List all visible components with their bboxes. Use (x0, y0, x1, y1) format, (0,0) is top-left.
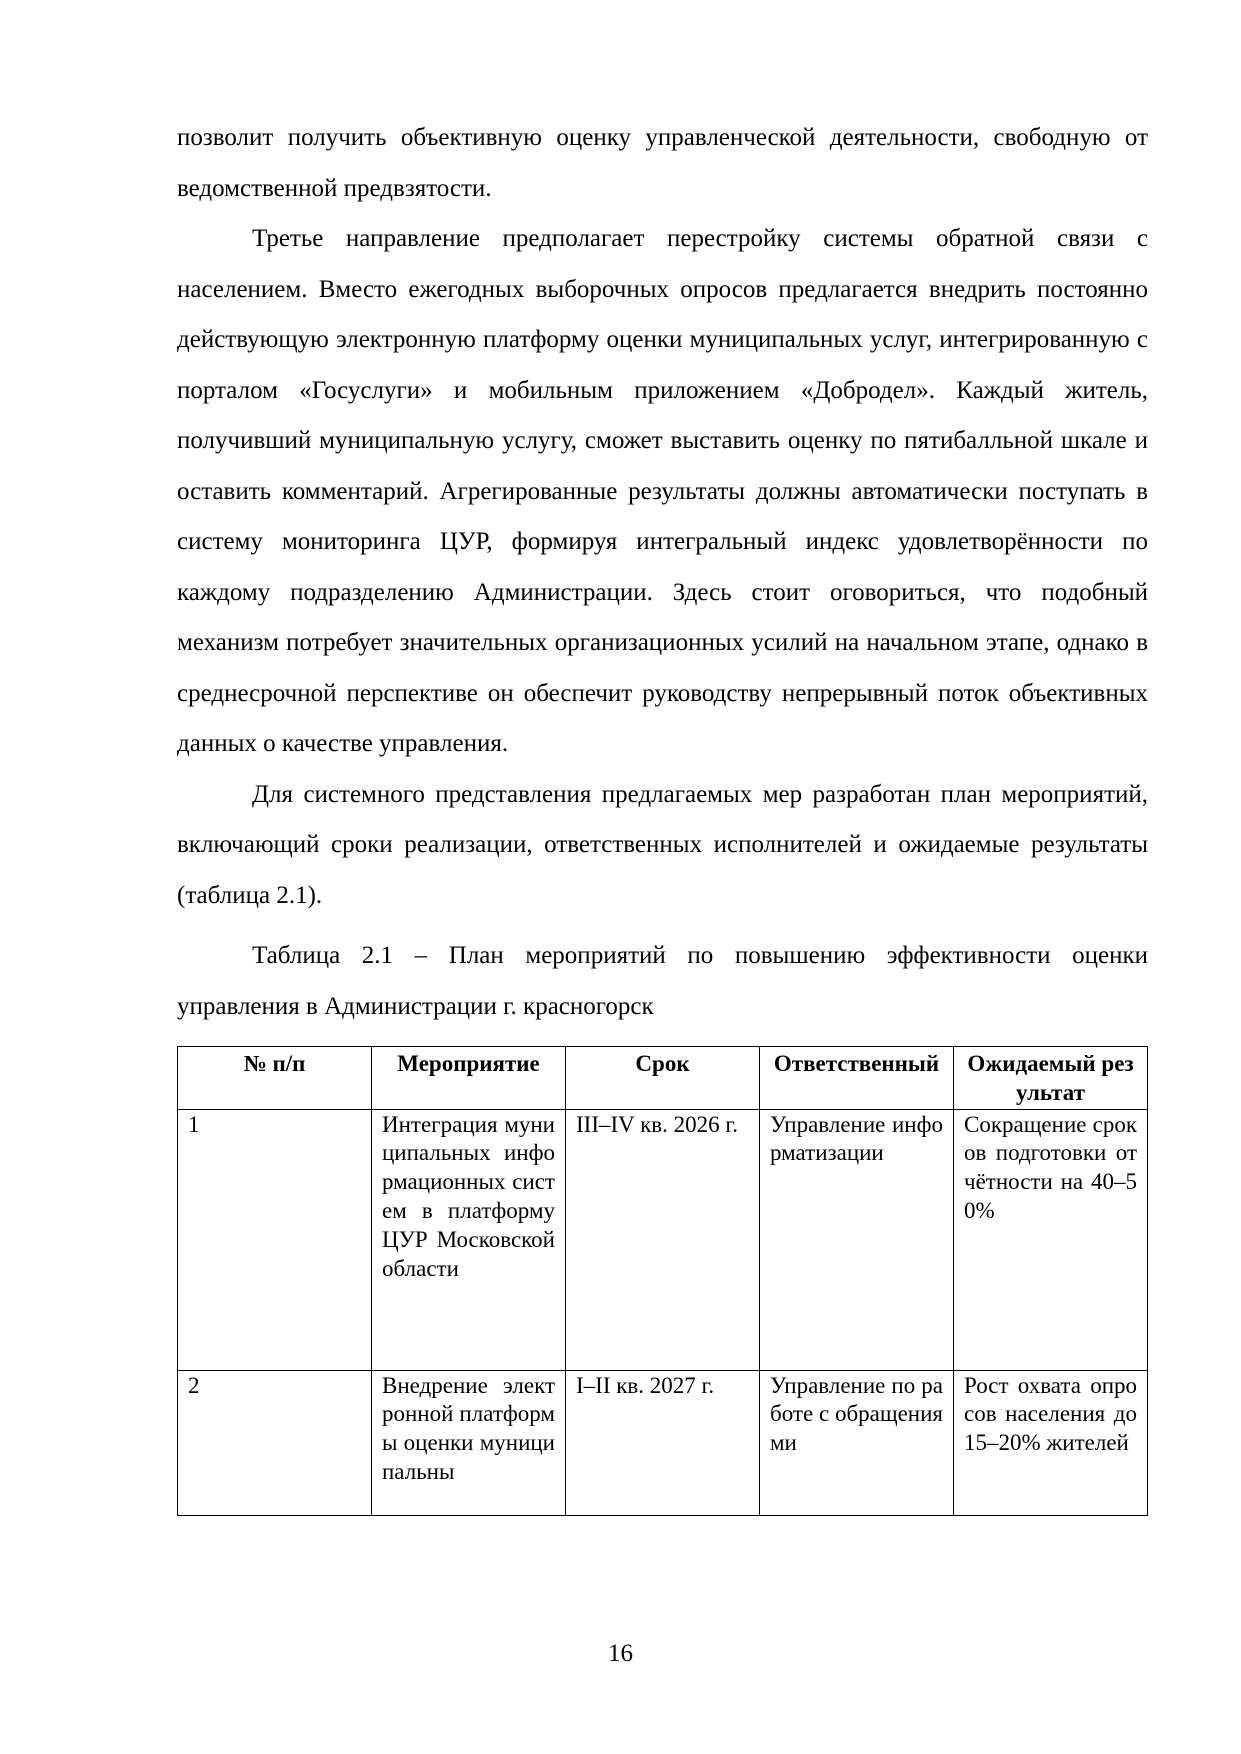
header-number: № п/п (178, 1047, 372, 1110)
cell-term: III–IV кв. 2026 г. (566, 1109, 760, 1370)
page-number: 16 (608, 1640, 633, 1667)
table-caption: Таблица 2.1 – План мероприятий по повышению эффективности оценки управления в Администрации г. красногорск (177, 942, 1148, 1020)
header-activity: Мероприятие (372, 1047, 566, 1110)
table-header-row (178, 1047, 1148, 1110)
cell-number: 2 (178, 1370, 372, 1515)
table-row (178, 1370, 1148, 1515)
cell-result: Рост охвата опросов населения до 15–20% жителей (954, 1370, 1148, 1515)
paragraph-feedback-system: Третье направление предполагает перестройку системы обратной связи с населением. Вместо ежегодных выборочных опросов предлагается внедрить постоянно действующую электронную платформу оценки муниципальных услуг, интегрированную с порталом «Госуслуги» и мобильным приложением «Добродел». Каждый житель, получивший муниципальную услугу, сможет выставить оценку по пятибалльной шкале и оставить комментарий. Агрегированные результаты должны автоматически поступать в систему мониторинга ЦУР, формируя интегральный индекс удовлетворённости по каждому подразделению Администрации. Здесь стоит оговориться, что подобный механизм потребует значительных организационных усилий на начальном этапе, однако в среднесрочной перспективе он обеспечит руководству непрерывный поток объективных данных о качестве управления. (177, 225, 1148, 757)
paragraph-action-plan-intro: Для системного представления предлагаемых мер разработан план мероприятий, включающий сроки реализации, ответственных исполнителей и ожидаемые результаты (таблица 2.1). (177, 780, 1148, 909)
cell-result: Сокращение сроков подготовки отчётности на 40–50% (954, 1109, 1148, 1370)
paragraph-continuation: позволит получить объективную оценку управленческой деятельности, свободную от ведомственной предвзятости. (177, 124, 1148, 202)
document-page (177, 113, 1148, 1516)
header-responsible: Ответственный (760, 1047, 954, 1110)
action-plan-table (177, 1046, 1148, 1516)
cell-responsible: Управление по работе с обращениями (760, 1370, 954, 1515)
header-term: Срок (566, 1047, 760, 1110)
cell-activity: Внедрение электронной платформы оценки муниципальны (372, 1370, 566, 1515)
header-result: Ожидаемый результат (954, 1047, 1148, 1110)
cell-responsible: Управление информатизации (760, 1109, 954, 1370)
cell-term: I–II кв. 2027 г. (566, 1370, 760, 1515)
cell-activity: Интеграция муниципальных информационных систем в платформу ЦУР Московской области (372, 1109, 566, 1370)
cell-number: 1 (178, 1109, 372, 1370)
table-row (178, 1109, 1148, 1370)
